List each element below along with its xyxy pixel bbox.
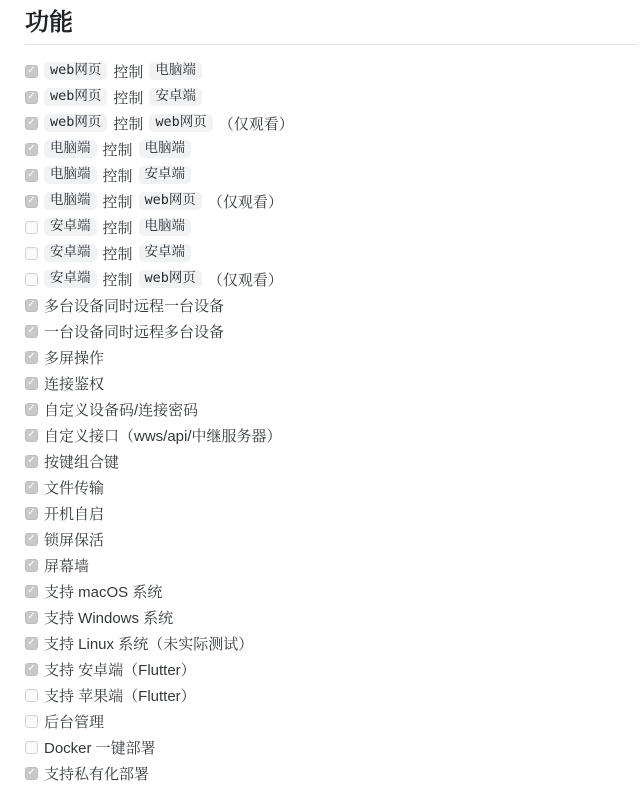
- item-text: 控制: [102, 141, 133, 159]
- task-list-item: [25, 604, 638, 630]
- checkbox-unchecked-icon: [25, 247, 38, 260]
- code-badge: 电脑端: [44, 140, 97, 159]
- task-list-item: [25, 656, 638, 682]
- task-list-item: [25, 422, 638, 448]
- item-text: 连接鉴权: [44, 375, 105, 393]
- task-list-item: [25, 344, 638, 370]
- feature-list: [25, 58, 638, 786]
- task-list-item: [25, 552, 638, 578]
- checkbox-checked-icon: ✓: [25, 377, 38, 390]
- item-text: 后台管理: [44, 713, 105, 731]
- code-badge: web网页: [44, 88, 107, 107]
- task-list-item: [25, 396, 638, 422]
- checkbox-unchecked-icon: [25, 689, 38, 702]
- task-list-item: [25, 760, 638, 786]
- code-badge: 安卓端: [44, 270, 97, 289]
- checkbox-checked-icon: ✓: [25, 663, 38, 676]
- code-badge: 安卓端: [149, 88, 202, 107]
- task-list-item: [25, 630, 638, 656]
- checkbox-checked-icon: ✓: [25, 91, 38, 104]
- item-text: 控制: [102, 193, 133, 211]
- checkbox-checked-icon: ✓: [25, 455, 38, 468]
- task-list-item: [25, 292, 638, 318]
- task-list-item: [25, 58, 638, 84]
- checkbox-checked-icon: ✓: [25, 195, 38, 208]
- checkbox-unchecked-icon: [25, 273, 38, 286]
- checkbox-checked-icon: ✓: [25, 65, 38, 78]
- task-list-item: [25, 370, 638, 396]
- code-badge: 安卓端: [139, 244, 192, 263]
- item-text: 文件传输: [44, 479, 105, 497]
- code-badge: web网页: [44, 114, 107, 133]
- task-list-item: [25, 110, 638, 136]
- code-badge: 安卓端: [44, 244, 97, 263]
- task-list-item: [25, 448, 638, 474]
- section-heading: 功能: [25, 8, 638, 45]
- item-text: 控制: [102, 219, 133, 237]
- task-list-item: [25, 682, 638, 708]
- task-list-item: [25, 84, 638, 110]
- item-text: 支持私有化部署: [44, 765, 150, 783]
- item-text: Docker 一键部署: [44, 739, 156, 757]
- checkbox-checked-icon: ✓: [25, 611, 38, 624]
- checkbox-checked-icon: ✓: [25, 117, 38, 130]
- item-text: 支持 macOS 系统: [44, 583, 163, 601]
- item-text: 自定义接口（wws/api/中继服务器）: [44, 427, 282, 445]
- code-badge: 电脑端: [44, 166, 97, 185]
- code-badge: web网页: [44, 62, 107, 81]
- task-list-item: [25, 708, 638, 734]
- item-text: 控制: [113, 63, 144, 81]
- code-badge: 电脑端: [149, 62, 202, 81]
- task-list-item: [25, 474, 638, 500]
- task-list-item: [25, 188, 638, 214]
- item-text: （仅观看）: [207, 193, 283, 211]
- item-text: 支持 苹果端（Flutter）: [44, 687, 196, 705]
- item-text: 开机自启: [44, 505, 105, 523]
- item-text: 支持 安卓端（Flutter）: [44, 661, 196, 679]
- code-badge: 电脑端: [139, 140, 192, 159]
- item-text: 屏幕墙: [44, 557, 90, 575]
- checkbox-checked-icon: ✓: [25, 585, 38, 598]
- task-list-item: [25, 526, 638, 552]
- item-text: 控制: [102, 167, 133, 185]
- item-text: 一台设备同时远程多台设备: [44, 323, 225, 341]
- checkbox-unchecked-icon: [25, 741, 38, 754]
- item-text: 控制: [113, 89, 144, 107]
- task-list-item: [25, 214, 638, 240]
- checkbox-checked-icon: ✓: [25, 559, 38, 572]
- item-text: 支持 Linux 系统（未实际测试）: [44, 635, 254, 653]
- code-badge: web网页: [149, 114, 212, 133]
- checkbox-checked-icon: ✓: [25, 507, 38, 520]
- item-text: （仅观看）: [207, 271, 283, 289]
- task-list-item: [25, 136, 638, 162]
- item-text: 锁屏保活: [44, 531, 105, 549]
- checkbox-checked-icon: ✓: [25, 143, 38, 156]
- task-list-item: [25, 734, 638, 760]
- checkbox-checked-icon: ✓: [25, 637, 38, 650]
- item-text: 控制: [102, 271, 133, 289]
- checkbox-checked-icon: ✓: [25, 481, 38, 494]
- code-badge: 电脑端: [139, 218, 192, 237]
- checkbox-unchecked-icon: [25, 715, 38, 728]
- item-text: 按键组合键: [44, 453, 120, 471]
- checkbox-checked-icon: ✓: [25, 325, 38, 338]
- checkbox-checked-icon: ✓: [25, 351, 38, 364]
- item-text: 控制: [113, 115, 144, 133]
- item-text: 控制: [102, 245, 133, 263]
- code-badge: web网页: [139, 270, 202, 289]
- code-badge: web网页: [139, 192, 202, 211]
- item-text: 自定义设备码/连接密码: [44, 401, 199, 419]
- checkbox-checked-icon: ✓: [25, 299, 38, 312]
- code-badge: 电脑端: [44, 192, 97, 211]
- item-text: 多屏操作: [44, 349, 105, 367]
- code-badge: 安卓端: [139, 166, 192, 185]
- checkbox-checked-icon: ✓: [25, 169, 38, 182]
- checkbox-checked-icon: ✓: [25, 533, 38, 546]
- task-list-item: [25, 318, 638, 344]
- item-text: （仅观看）: [218, 115, 294, 133]
- item-text: 多台设备同时远程一台设备: [44, 297, 225, 315]
- checkbox-unchecked-icon: [25, 221, 38, 234]
- task-list-item: [25, 266, 638, 292]
- task-list-item: [25, 240, 638, 266]
- checkbox-checked-icon: ✓: [25, 403, 38, 416]
- task-list-item: [25, 500, 638, 526]
- code-badge: 安卓端: [44, 218, 97, 237]
- task-list-item: [25, 578, 638, 604]
- checkbox-checked-icon: ✓: [25, 767, 38, 780]
- item-text: 支持 Windows 系统: [44, 609, 174, 627]
- task-list-item: [25, 162, 638, 188]
- checkbox-checked-icon: ✓: [25, 429, 38, 442]
